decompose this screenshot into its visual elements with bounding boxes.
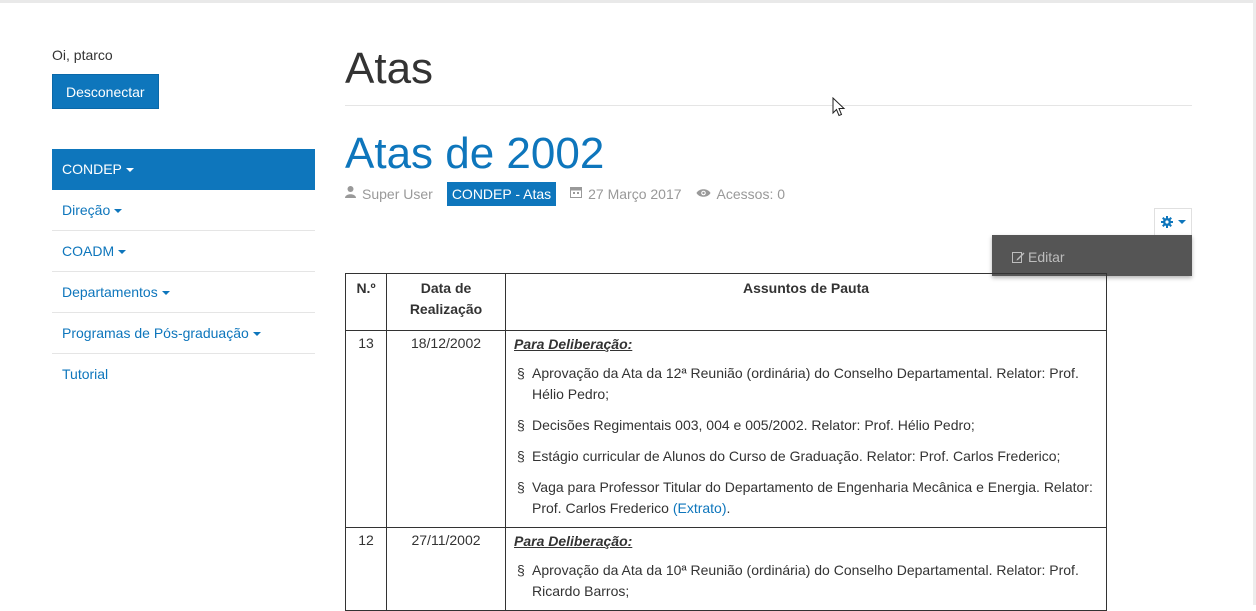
article-title[interactable]: Atas de 2002 [345,129,605,178]
sidebar-item-label: COADM [62,243,115,259]
sidebar-item-condep[interactable] [52,149,315,190]
sidebar-item-label: Departamentos [62,284,158,300]
deliberation-heading: Para Deliberação: [514,336,633,352]
sidebar-item-direcao[interactable] [52,190,315,231]
table-header-row [346,274,1107,331]
sidebar-nav [52,149,315,394]
caret-down-icon [253,332,261,336]
calendar-icon [570,182,582,206]
sidebar-item-label: CONDEP [62,161,122,177]
edit-icon [1012,251,1025,263]
minutes-table [345,273,1107,611]
row-date: 27/11/2002 [387,528,506,611]
article-author: Super User [362,186,433,202]
article-category[interactable]: CONDEP - Atas [447,182,556,206]
top-border [0,0,1256,3]
list-item [514,415,1098,436]
item-suffix: . [726,500,731,516]
table-row [346,331,1107,528]
divider [345,105,1192,106]
caret-down-icon [126,168,134,172]
item-text: Vaga para Professor Titular do Departamento de Engenharia Mecânica e Energia. Relator: Prof. Carlos Frederico [532,479,1093,516]
sidebar-item-tutorial[interactable] [52,354,315,394]
sidebar [52,46,315,394]
deliberation-heading: Para Deliberação: [514,533,633,549]
eye-icon [696,182,711,206]
page-title: Atas [345,44,434,93]
item-text-with-link [532,477,1098,519]
row-number: 12 [346,528,387,611]
section-symbol: § [517,479,525,495]
item-text: Aprovação da Ata da 12ª Reunião (ordinária) do Conselho Departamental. Relator: Prof. Hélio Pedro; [532,365,1079,402]
article-date: 27 Março 2017 [588,186,682,202]
sidebar-item-label: Direção [62,202,111,218]
item-text: Aprovação da Ata da 10ª Reunião (ordinária) do Conselho Departamental. Relator: Prof. Ricardo Barros; [532,562,1079,599]
sidebar-item-pos-graduacao[interactable] [52,313,315,354]
section-symbol: § [517,417,525,433]
table-row [346,528,1107,611]
article-actions-button[interactable] [1154,208,1192,236]
column-header: Assuntos de Pauta [506,274,1107,331]
caret-down-icon [114,209,122,213]
list-item [514,446,1098,467]
row-number: 13 [346,331,387,528]
caret-down-icon [118,250,126,254]
article-actions-menu [992,235,1192,276]
column-header: Data de Realização [387,274,506,331]
sidebar-item-label: Programas de Pós-graduação [62,325,249,341]
column-header: N.º [346,274,387,331]
section-symbol: § [517,448,525,464]
caret-down-icon [1178,220,1186,224]
user-greeting: Oi, ptarco [52,47,113,63]
sidebar-item-departamentos[interactable] [52,272,315,313]
list-item [514,560,1098,602]
item-text: Decisões Regimentais 003, 004 e 005/2002. Relator: Prof. Hélio Pedro; [532,417,975,433]
list-item [514,477,1098,519]
user-icon [345,182,356,206]
article-meta [345,182,1192,206]
mouse-cursor-icon [832,97,846,122]
section-symbol: § [517,562,525,578]
row-topics [506,331,1107,528]
article-hits: Acessos: 0 [716,186,786,202]
edit-menu-item[interactable] [992,246,1192,268]
row-topics [506,528,1107,611]
sidebar-item-coadm[interactable] [52,231,315,272]
sidebar-item-label: Tutorial [62,366,109,382]
list-item [514,363,1098,405]
extract-link[interactable]: (Extrato) [672,500,727,516]
gear-icon [1161,216,1173,228]
edit-label: Editar [1028,249,1065,265]
caret-down-icon [162,291,170,295]
main-content [345,40,1192,599]
section-symbol: § [517,365,525,381]
row-date: 18/12/2002 [387,331,506,528]
item-text: Estágio curricular de Alunos do Curso de Graduação. Relator: Prof. Carlos Frederico; [532,448,1061,464]
logout-button[interactable]: Desconectar [52,74,159,109]
